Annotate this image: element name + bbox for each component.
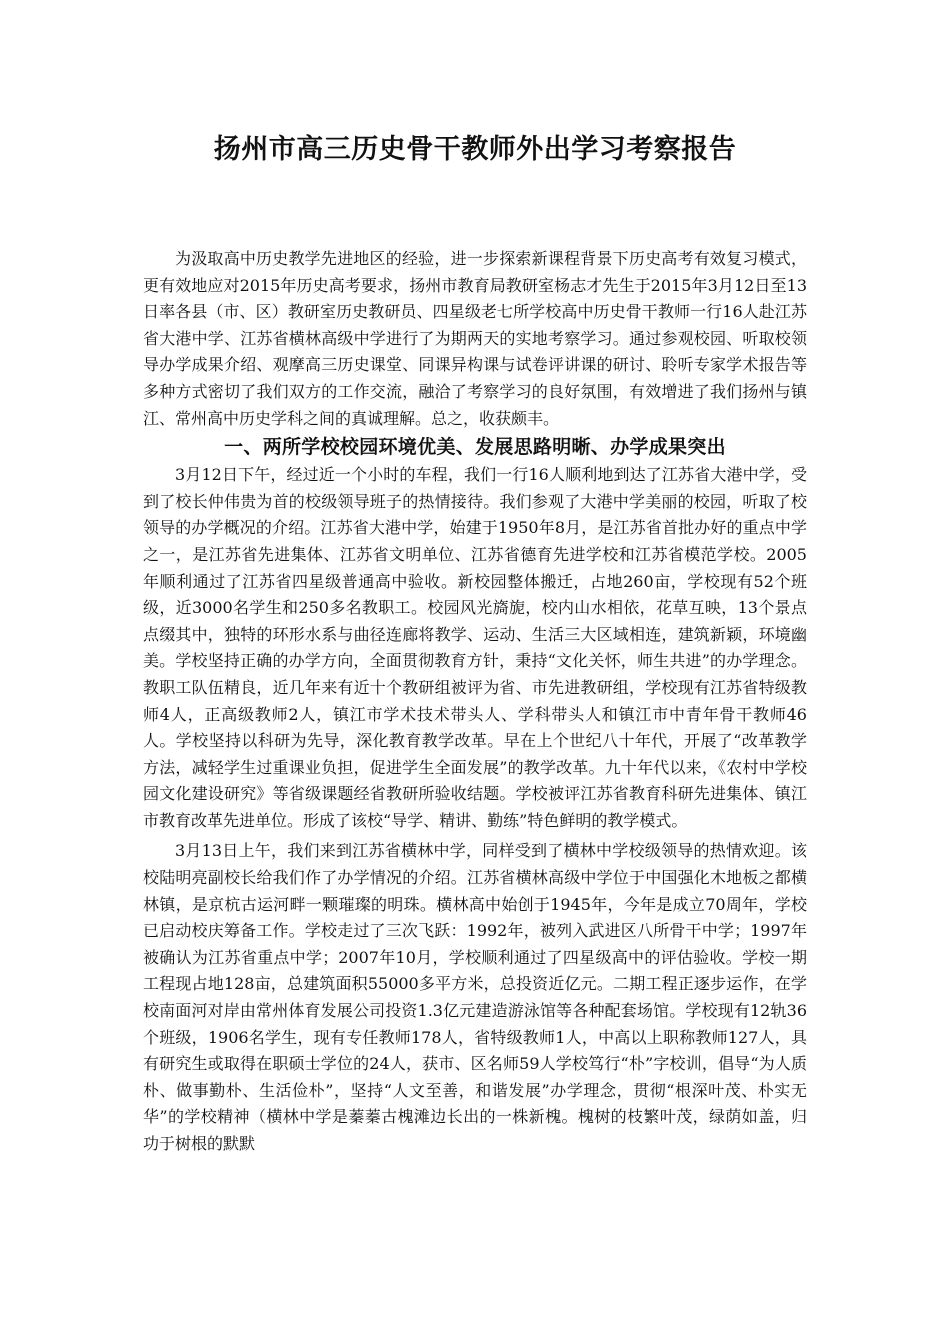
document-title: 扬州市高三历史骨干教师外出学习考察报告 — [213, 134, 737, 165]
paragraph-henglin: 3月13日上午，我们来到江苏省横林中学，同样受到了横林中学校级领导的热情欢迎。该校陆明亮副校长给我们作了办学情况的介绍。江苏省横林高级中学位于中国强化木地板之都横林镇，是京杭古运河畔一颗璀璨的明珠。横林高中始创于1945年，今年是成立70周年，学校已启动校庆筹备工作。学校走过了三次飞跃：1992年，被列入武进区八所骨干中学；1997年被确认为江苏省重点中学；2007年10月，学校顺利通过了四星级高中的评估验收。学校一期工程现占地128亩，总建筑面积55000多平方米，总投资近亿元。二期工程正逐步运作，在学校南面河对岸由常州体育发展公司投资1.3亿元建造游泳馆等各种配套场馆。学校现有12轨36个班级，1906名学生，现有专任教师178人，省特级教师1人，中高以上职称教师127人，具有研究生或取得在职硕士学位的24人，获市、区名师59人学校笃行“朴”字校训，倡导“为人质朴、做事勤朴、生活俭朴”，坚持“人文至善，和谐发展”办学理念，贯彻“根深叶茂、朴实无华”的学校精神（横林中学是蓁蓁古槐滩边长出的一株新槐。槐树的枝繁叶茂，绿荫如盖，归功于树根的默默 — [143, 841, 807, 1153]
intro-paragraph: 为汲取高中历史教学先进地区的经验，进一步探索新课程背景下历史高考有效复习模式，更有效地应对2015年历史高考要求，扬州市教育局教研室杨志才先生于2015年3月12日至13日率各县（市、区）教研室历史教研员、四星级老七所学校高中历史骨干教师一行16人赴江苏省大港中学、江苏省横林高级中学进行了为期两天的实地考察学习。通过参观校园、听取校领导办学成果介绍、观摩高三历史课堂、同课异构课与试卷评讲课的研讨、聆听专家学术报告等多种方式密切了我们双方的工作交流，融洽了考察学习的良好氛围，有效增进了我们扬州与镇江、常州高中历史学科之间的真诚理解。总之，收获颇丰。 — [143, 249, 807, 428]
paragraph-dagang: 3月12日下午，经过近一个小时的车程，我们一行16人顺利地到达了江苏省大港中学，受到了校长仲伟贵为首的校级领导班子的热情接待。我们参观了大港中学美丽的校园，听取了校领导的办学概况的介绍。江苏省大港中学，始建于1950年8月，是江苏省首批办好的重点中学之一，是江苏省先进集体、江苏省文明单位、江苏省德育先进学校和江苏省模范学校。2005年顺利通过了江苏省四星级普通高中验收。新校园整体搬迁，占地260亩，学校现有52个班级，近3000名学生和250多名教职工。校园风光旖旎，校内山水相依，花草互映，13个景点点缀其中，独特的环形水系与曲径连廊将教学、运动、生活三大区域相连，建筑新颖，环境幽美。学校坚持正确的办学方向，全面贯彻教育方针，秉持“文化关怀，师生共进”的办学理念。教职工队伍精良，近几年来有近十个教研组被评为省、市先进教研组，学校现有江苏省特级教师4人，正高级教师2人，镇江市学术技术带头人、学科带头人和镇江市中青年骨干教师46人。学校坚持以科研为先导，深化教育教学改革。早在上个世纪八十年代，开展了“改革教学方法，减轻学生过重课业负担，促进学生全面发展”的教学改革。九十年代以来，《农村中学校园文化建设研究》等省级课题经省教研所验收结题。学校被评江苏省教育科研先进集体、镇江市教育改革先进单位。形成了该校“导学、精讲、勤练”特色鲜明的教学模式。 — [143, 465, 807, 830]
section-heading: 一、两所学校校园环境优美、发展思路明晰、办学成果突出 — [224, 436, 726, 459]
document-body — [143, 246, 807, 1158]
